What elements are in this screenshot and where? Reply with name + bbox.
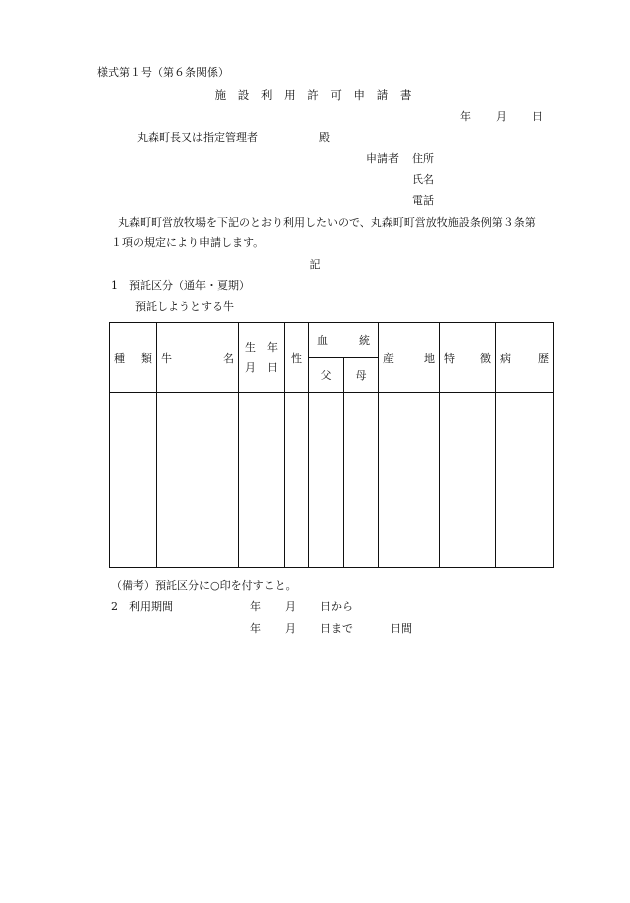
- cell-birthdate[interactable]: [239, 393, 285, 568]
- cell-breed[interactable]: [110, 393, 157, 568]
- remarks-note: （備考）預託区分に○印を付すこと。: [111, 579, 297, 592]
- header-origin: 産 地: [379, 323, 440, 393]
- section-1-heading: 1 預託区分（通年・夏期）: [111, 279, 250, 292]
- period-from-day: 日から: [320, 600, 353, 613]
- header-history: 病 歴: [496, 323, 554, 393]
- header-features: 特 徴: [440, 323, 496, 393]
- ki-heading: 記: [309, 258, 321, 271]
- cell-cattle-name[interactable]: [157, 393, 239, 568]
- form-number: 様式第１号（第６条関係）: [97, 66, 229, 79]
- cell-sex[interactable]: [285, 393, 309, 568]
- table-row: [110, 393, 554, 568]
- header-cattle-name: 牛 名: [157, 323, 239, 393]
- header-bloodline: 血 統: [309, 323, 379, 358]
- date-day-label: 日: [532, 110, 543, 123]
- address-label: 住所: [412, 152, 434, 165]
- header-birthdate: 生 年 月 日: [239, 323, 285, 393]
- cell-origin[interactable]: [379, 393, 440, 568]
- document-title: 施 設 利 用 許 可 申 請 書: [214, 88, 416, 102]
- period-from-month: 月: [285, 600, 296, 613]
- body-text-line-1: 丸森町町営放牧場を下記のとおり利用したいので、丸森町町営放牧施設条例第３条第: [118, 216, 536, 229]
- cell-features[interactable]: [440, 393, 496, 568]
- section-1-subheading: 預託しようとする牛: [135, 300, 234, 313]
- tel-label: 電話: [412, 194, 434, 207]
- cell-history[interactable]: [496, 393, 554, 568]
- name-label: 氏名: [412, 173, 434, 186]
- honorific: 殿: [319, 131, 330, 144]
- period-days: 日間: [390, 622, 412, 635]
- date-year-label: 年: [460, 110, 471, 123]
- header-breed: 種 類: [110, 323, 157, 393]
- cell-sire[interactable]: [309, 393, 344, 568]
- body-text-line-2: １項の規定により申請します。: [111, 236, 265, 249]
- date-month-label: 月: [496, 110, 507, 123]
- period-to-month: 月: [285, 622, 296, 635]
- addressee: 丸森町長又は指定管理者: [137, 131, 258, 144]
- applicant-label: 申請者: [366, 152, 399, 165]
- header-sex: 性: [285, 323, 309, 393]
- period-to-year: 年: [250, 622, 261, 635]
- section-2-heading: 2 利用期間: [111, 600, 173, 613]
- cell-dam[interactable]: [344, 393, 379, 568]
- header-dam: 母: [344, 358, 379, 393]
- header-sire: 父: [309, 358, 344, 393]
- period-to-day: 日まで: [320, 622, 353, 635]
- period-from-year: 年: [250, 600, 261, 613]
- cattle-table: [109, 322, 554, 568]
